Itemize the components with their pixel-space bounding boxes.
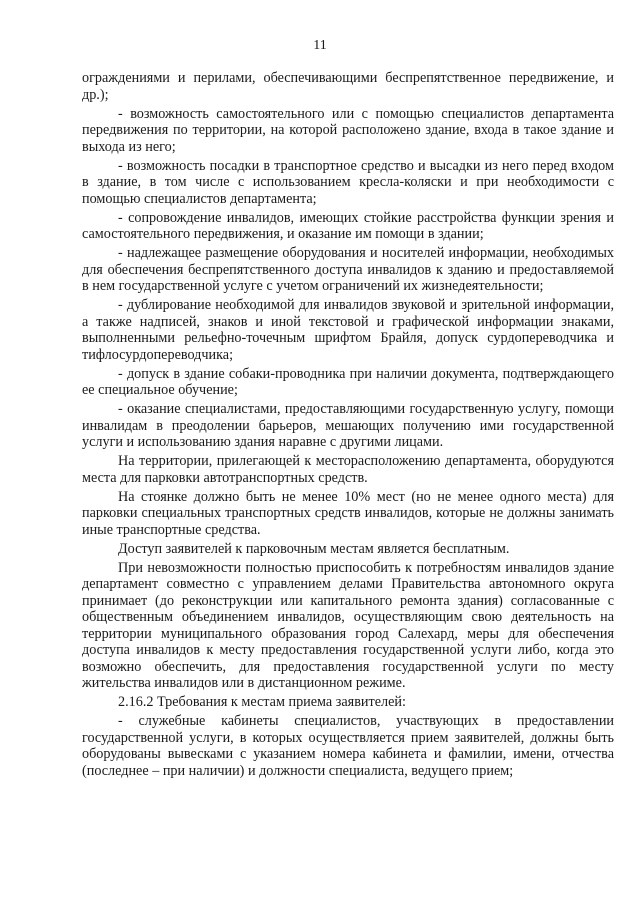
list-item-escort: - сопровождение инвалидов, имеющих стойкие расстройства функции зрения и самостоятельного передвижения, и оказание им помощи в здании; bbox=[82, 209, 614, 242]
list-item-vehicle-boarding: - возможность посадки в транспортное средство и высадки из него перед входом в здание, в том числе с использованием кресла-коляски и при необходимости с помощью специалистов департамента; bbox=[82, 157, 614, 207]
list-item-equipment-placement: - надлежащее размещение оборудования и носителей информации, необходимых для обеспечения беспрепятственного доступа инвалидов к зданию и предоставляемой в нем государственной услуге с учетом ограничений их жизнедеятельности; bbox=[82, 245, 614, 294]
paragraph-parking-quota: На стоянке должно быть не менее 10% мест (но не менее одного места) для парковки специальных транспортных средств инвалидов, которые не должны занимать иные транспортные средства. bbox=[82, 488, 614, 538]
section-heading: 2.16.2 Требования к местам приема заявителей: bbox=[118, 694, 406, 710]
paragraph-parking-area: На территории, прилегающей к месторасположению департамента, оборудуются места для парковки автотранспортных средств. bbox=[82, 453, 614, 486]
list-item-guide-dog: - допуск в здание собаки-проводника при наличии документа, подтверждающего ее специальное обучение; bbox=[82, 365, 614, 398]
paragraph-accessibility-measures: При невозможности полностью приспособить к потребностям инвалидов здание департамент совместно с управлением делами Правительства автономного округа принимает (до реконструкции или капитального ремонта здания) согласованные с общественным объединением инвалидов, осуществляющим свою деятельность на территории муниципального образования город Салехард, меры для обеспечения доступа инвалидов к месту предоставления государственной услуги либо, когда это возможно обеспечить, для предоставления государственной услуги по месту жительства инвалидов или в дистанционном режиме. bbox=[82, 559, 614, 691]
document-body bbox=[82, 70, 614, 782]
paragraph-continuation: ограждениями и перилами, обеспечивающими беспрепятственное передвижение, и др.); bbox=[82, 70, 614, 103]
list-item-assistance: - оказание специалистами, предоставляющими государственную услугу, помощи инвалидам в преодолении барьеров, мешающих получению ими государственной услуги и использованию здания наравне с другими лицами. bbox=[82, 401, 614, 450]
paragraph-parking-free: Доступ заявителей к парковочным местам является бесплатным. bbox=[118, 540, 510, 557]
list-item-independent-movement: - возможность самостоятельного или с помощью специалистов департамента передвижения по территории, на которой расположено здание, входа в такое здание и выхода из него; bbox=[82, 105, 614, 155]
list-item-offices: - служебные кабинеты специалистов, участвующих в предоставлении государственной услуги, в которых осуществляется прием заявителей, должны быть оборудованы вывесками с указанием номера кабинета и фамилии, имени, отчества (последнее – при наличии) и должности специалиста, ведущего прием; bbox=[82, 713, 614, 779]
list-item-information-duplication: - дублирование необходимой для инвалидов звуковой и зрительной информации, а также надписей, знаков и иной текстовой и графической информации знаками, выполненными рельефно-точечным шрифтом Брайля, допуск сурдопереводчика и тифлосурдопереводчика; bbox=[82, 297, 614, 363]
page-number: 11 bbox=[313, 38, 327, 53]
